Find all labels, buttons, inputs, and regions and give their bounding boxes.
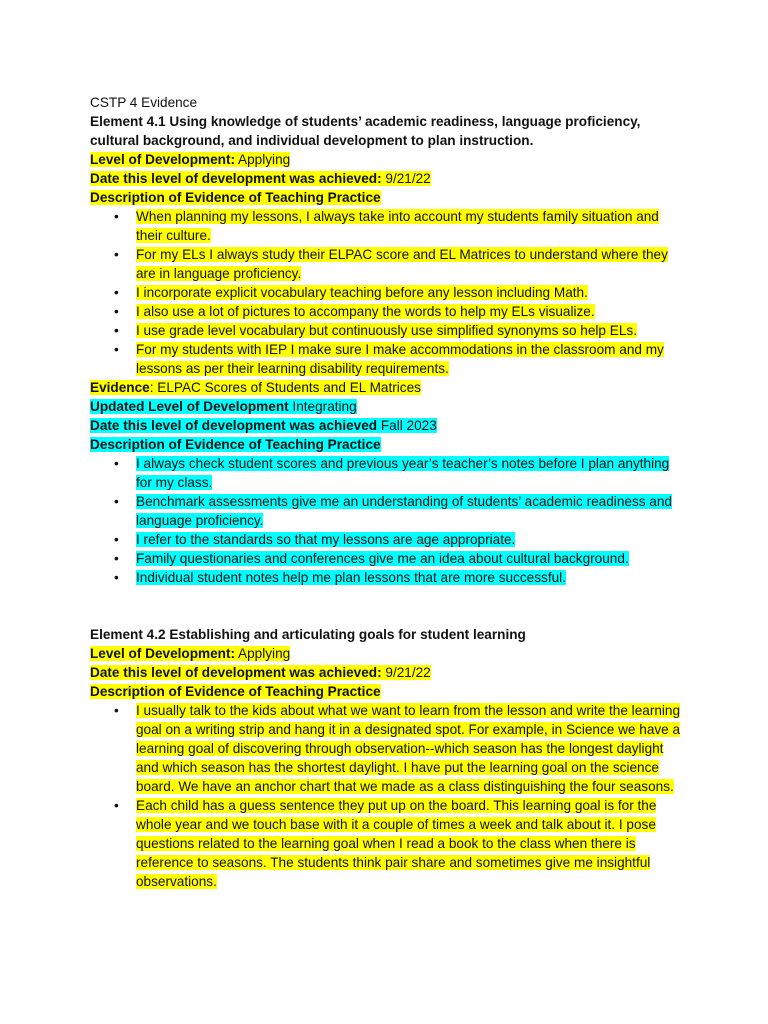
bullet-icon: • xyxy=(114,247,119,262)
list-item: • I also use a lot of pictures to accompany the words to help my ELs visualize. xyxy=(114,304,595,319)
el1-date-value: 9/21/22 xyxy=(381,171,431,186)
el1-description-label: Description of Evidence of Teaching Practice xyxy=(90,190,381,205)
el1-updated-level xyxy=(90,397,688,416)
el1-lod-value: Applying xyxy=(235,152,291,167)
bullet-icon: • xyxy=(114,285,119,300)
el1-updated-bullet-list xyxy=(90,454,688,587)
list-item: • Individual student notes help me plan lessons that are more successful. xyxy=(114,570,566,585)
list-item: • For my ELs I always study their ELPAC score and EL Matrices to understand where they are in language proficiency. xyxy=(114,247,668,281)
bullet-icon: • xyxy=(114,494,119,509)
el1-evidence xyxy=(90,378,688,397)
bullet-icon: • xyxy=(114,551,119,566)
doc-title: CSTP 4 Evidence xyxy=(90,95,198,110)
el2-description-label: Description of Evidence of Teaching Practice xyxy=(90,684,381,699)
list-item: • I always check student scores and previous year’s teacher’s notes before I plan anything for my class. xyxy=(114,456,670,490)
list-item: • Each child has a guess sentence they put up on the board. This learning goal is for the whole year and we touch base with it a couple of times a week and talk about it. I pose questions related to the learning goal when I read a book to the class when there is reference to seasons. The students think pair share and sometimes give me insightful observations. xyxy=(114,798,657,889)
el1-updated-description-label: Description of Evidence of Teaching Practice xyxy=(90,437,381,452)
list-item: • I incorporate explicit vocabulary teaching before any lesson including Math. xyxy=(114,285,588,300)
el1-level-of-development xyxy=(90,150,688,169)
list-item: • Benchmark assessments give me an understanding of students’ academic readiness and language proficiency. xyxy=(114,494,672,528)
el1-upd-date-value: Fall 2023 xyxy=(377,418,437,433)
el1-date-label: Date this level of development was achieved: xyxy=(90,171,382,186)
el1-lod-label: Level of Development: xyxy=(90,152,236,167)
el2-bullet-list xyxy=(90,701,688,891)
element-4-1-heading: Element 4.1 Using knowledge of students’ academic readiness, language proficiency, cultural background, and individual development to plan instruction. xyxy=(90,114,641,148)
list-item: • When planning my lessons, I always take into account my students family situation and their culture. xyxy=(114,209,659,243)
el1-date-achieved xyxy=(90,169,688,188)
el2-date-label: Date this level of development was achieved: xyxy=(90,665,382,680)
el1-evidence-label: Evidence xyxy=(90,380,150,395)
el2-level-of-development xyxy=(90,644,688,663)
bullet-icon: • xyxy=(114,342,119,357)
list-item: • I usually talk to the kids about what we want to learn from the lesson and write the learning goal on a writing strip and hang it in a designated spot. For example, in Science we have a learning goal of discovering through observation--which season has the longest daylight and which season has the shortest daylight. I have put the learning goal on the science board. We have an anchor chart that we made as a class distinguishing the four seasons. xyxy=(114,703,681,794)
el1-updated-date xyxy=(90,416,688,435)
bullet-icon: • xyxy=(114,456,119,471)
bullet-icon: • xyxy=(114,209,119,224)
list-item: • I refer to the standards so that my lessons are age appropriate. xyxy=(114,532,516,547)
list-item: • For my students with IEP I make sure I make accommodations in the classroom and my lessons as per their learning disability requirements. xyxy=(114,342,664,376)
el1-bullet-list xyxy=(90,207,688,378)
el1-upd-date-label: Date this level of development was achieved xyxy=(90,418,378,433)
bullet-icon: • xyxy=(114,323,119,338)
el2-lod-value: Applying xyxy=(235,646,291,661)
el1-upd-lod-label: Updated Level of Development xyxy=(90,399,289,414)
el1-evidence-value: : ELPAC Scores of Students and EL Matrices xyxy=(149,380,421,395)
el2-date-value: 9/21/22 xyxy=(381,665,431,680)
bullet-icon: • xyxy=(114,703,119,718)
list-item: • Family questionaries and conferences give me an idea about cultural background. xyxy=(114,551,629,566)
el2-date-achieved xyxy=(90,663,688,682)
el2-lod-label: Level of Development: xyxy=(90,646,236,661)
el1-upd-lod-value: Integrating xyxy=(288,399,357,414)
bullet-icon: • xyxy=(114,304,119,319)
bullet-icon: • xyxy=(114,532,119,547)
bullet-icon: • xyxy=(114,570,119,585)
bullet-icon: • xyxy=(114,798,119,813)
element-4-2-heading: Element 4.2 Establishing and articulating goals for student learning xyxy=(90,627,526,642)
list-item: • I use grade level vocabulary but continuously use simplified synonyms so help ELs. xyxy=(114,323,637,338)
section-gap xyxy=(90,587,688,625)
